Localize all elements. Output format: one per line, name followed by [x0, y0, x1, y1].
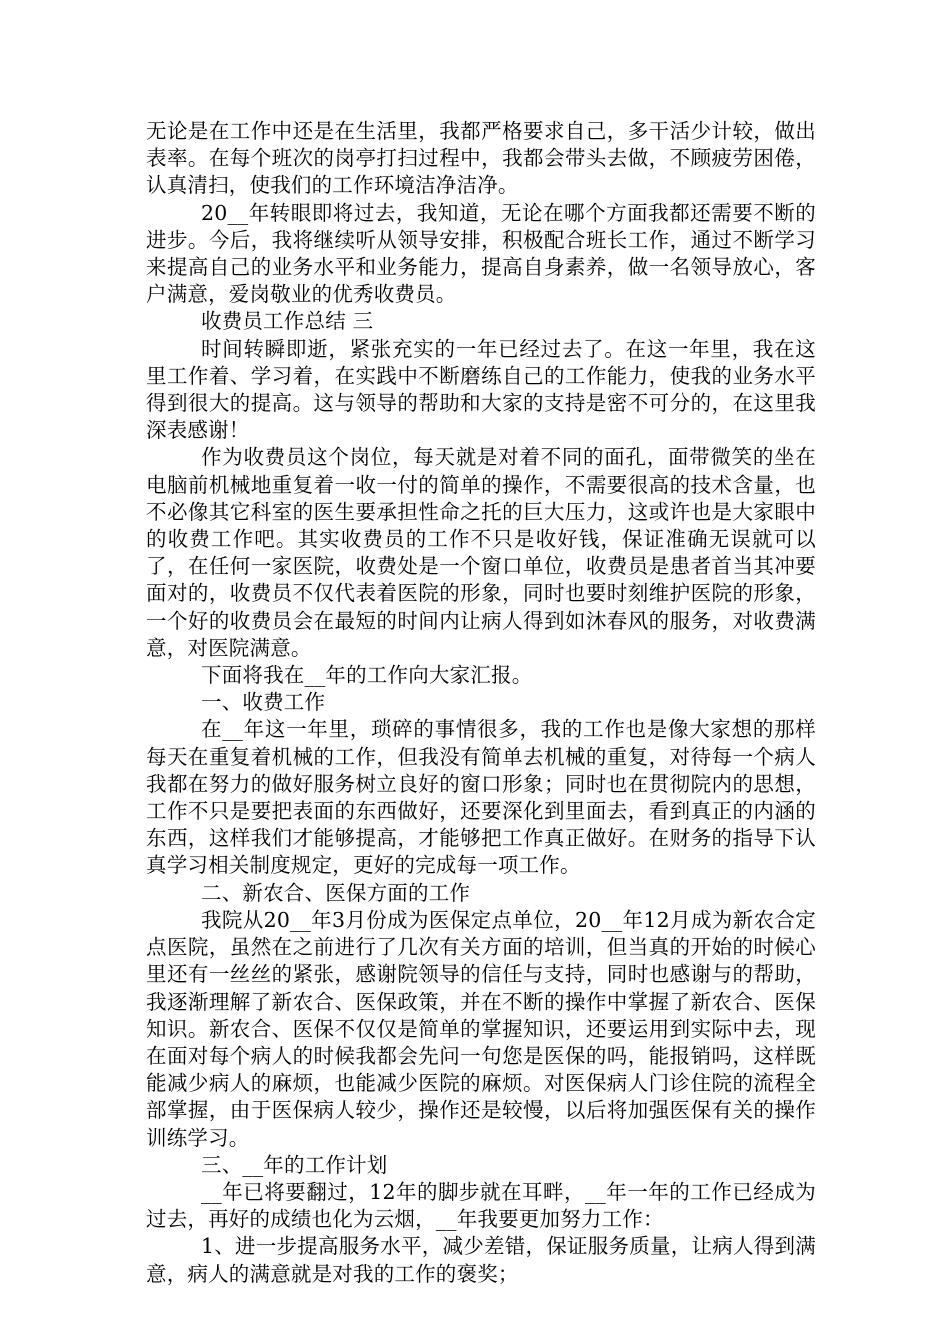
heading-work-plan: 三、__年的工作计划	[201, 1152, 388, 1177]
paragraph-year-end: 20__年转眼即将过去，我知道，无论在哪个方面我都还需要不断的进步。今后，我将继续听从领导安排，积极配合班长工作，通过不断学习来提高自己的业务水平和业务能力，提高自身素养，做一名领导放心，客户满意，爱岗敬业的优秀收费员。	[146, 200, 816, 307]
paragraph-continuation: 无论是在工作中还是在生活里，我都严格要求自己，多干活少计较，做出表率。在每个班次的岗亭打扫过程中，我都会带头去做，不顾疲劳困倦，认真清扫，使我们的工作环境洁净洁净。	[146, 119, 816, 198]
heading-insurance-work: 二、新农合、医保方面的工作	[201, 880, 471, 905]
paragraph-report-lead: 下面将我在__年的工作向大家汇报。	[201, 663, 533, 688]
paragraph-role: 作为收费员这个岗位，每天就是对着不同的面孔，面带微笑的坐在电脑前机械地重复着一收一付的简单的操作，不需要很高的技术含量，也不必像其它科室的医生要承担性命之托的巨大压力，这或许也是大家眼中的收费工作吧。其实收费员的工作不只是收好钱，保证准确无误就可以了，在任何一家医院，收费处是一个窗口单位，收费员是患者首当其冲要面对的，收费员不仅代表着医院的形象，同时也要时刻维护医院的形象，一个好的收费员会在最短的时间内让病人得到如沐春风的服务，对收费满意，对医院满意。	[146, 445, 816, 660]
section-title-summary-three: 收费员工作总结 三	[201, 309, 374, 334]
plan-item-1: 1、进一步提高服务水平，减少差错，保证服务质量，让病人得到满意，病人的满意就是对我的工作的褒奖；	[146, 1234, 816, 1286]
paragraph-work-plan: __年已将要翻过，12年的脚步就在耳畔，__年一年的工作已经成为过去，再好的成绩也化为云烟，__年我要更加努力工作：	[146, 1179, 816, 1232]
document-page	[146, 118, 816, 1288]
paragraph-intro: 时间转瞬即逝，紧张充实的一年已经过去了。在这一年里，我在这里工作着、学习着，在实践中不断磨练自己的工作能力，使我的业务水平得到很大的提高。这与领导的帮助和大家的支持是密不可分的，在这里我深表感谢！	[146, 336, 816, 443]
heading-fee-work: 一、收费工作	[201, 690, 326, 715]
paragraph-insurance-work: 我院从20__年3月份成为医保定点单位，20__年12月成为新农合定点医院，虽然在之前进行了几次有关方面的培训，但当真的开始的时候心里还有一丝丝的紧张，感谢院领导的信任与支持，同时也感谢与的帮助，我逐渐理解了新农合、医保政策，并在不断的操作中掌握了新农合、医保知识。新农合、医保不仅仅是简单的掌握知识，还要运用到实际中去，现在面对每个病人的时候我都会先问一句您是医保的吗，能报销吗，这样既能减少病人的麻烦，也能减少医院的麻烦。对医保病人门诊住院的流程全部掌握，由于医保病人较少，操作还是较慢，以后将加强医保有关的操作训练学习。	[146, 907, 816, 1150]
paragraph-fee-work: 在__年这一年里，琐碎的事情很多，我的工作也是像大家想的那样每天在重复着机械的工作，但我没有简单去机械的重复，对待每一个病人我都在努力的做好服务树立良好的窗口形象；同时也在贯彻院内的思想，工作不只是要把表面的东西做好，还要深化到里面去，看到真正的内涵的东西，这样我们才能够提高，才能够把工作真正做好。在财务的指导下认真学习相关制度规定，更好的完成每一项工作。	[146, 717, 816, 878]
